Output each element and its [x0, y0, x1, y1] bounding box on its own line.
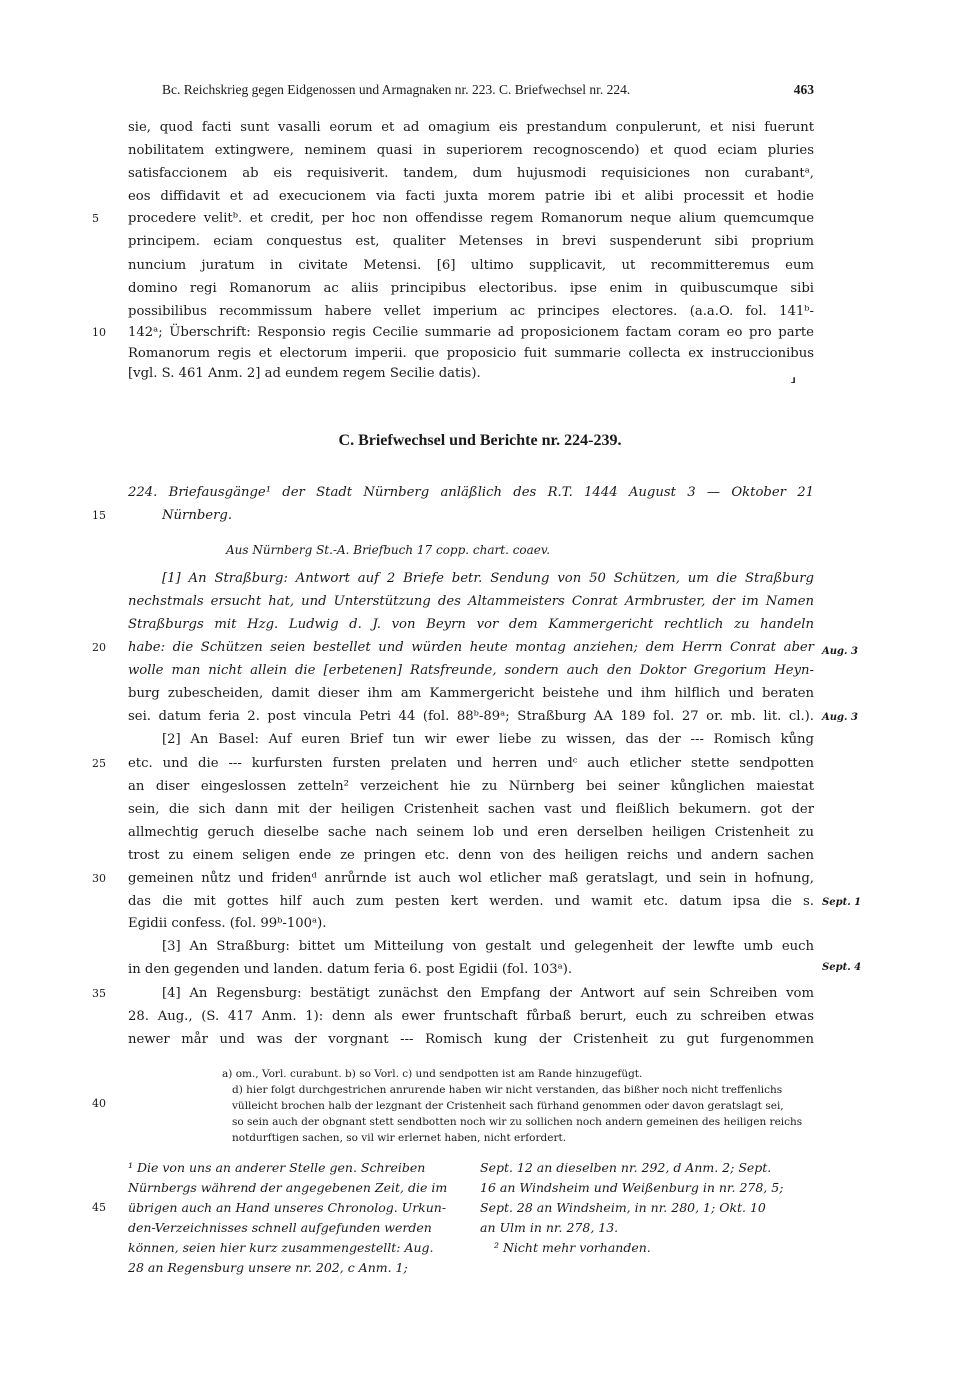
text-line: habe: die Schützen seien bestellet und würden heute montag anziehen; dem Herrn Conrat aber: [128, 640, 814, 655]
text-line: burg zubescheiden, damit dieser ihm am Kammergericht beistehe und ihm hilflich und beraten: [128, 686, 814, 701]
margin-date: Aug. 3: [822, 646, 858, 657]
line-number: 15: [92, 509, 106, 522]
line-number: 45: [92, 1201, 106, 1214]
footnote-line: können, seien hier kurz zusammengestellt: Aug.: [128, 1240, 434, 1255]
footnote-line: Sept. 28 an Windsheim, in nr. 280, 1; Okt. 10: [480, 1200, 766, 1215]
text-line: in den gegenden und landen. datum feria 6. post Egidii (fol. 103ᵃ).: [128, 962, 573, 977]
line-number: 25: [92, 757, 106, 770]
footnote-line: den-Verzeichnisses schnell aufgefunden werden: [128, 1220, 432, 1235]
text-line: 28. Aug., (S. 417 Anm. 1): denn als ewer fruntschaft fůrbaß berurt, euch zu schreiben etwas: [128, 1009, 814, 1024]
line-number: 40: [92, 1097, 106, 1110]
footnote-line: Nürnbergs während der angegebenen Zeit, die im: [128, 1180, 448, 1195]
text-line: [2] An Basel: Auf euren Brief tun wir ewer liebe zu wissen, das der --- Romisch kůng: [162, 732, 814, 747]
text-line: domino regi Romanorum ac aliis principibus electoribus. ipse enim in quibuscumque sibi: [128, 281, 814, 296]
line-number: 20: [92, 641, 106, 654]
section-heading: C. Briefwechsel und Berichte nr. 224-239.: [338, 432, 622, 449]
footnote-line: 28 an Regensburg unsere nr. 202, c Anm. 1;: [128, 1260, 408, 1275]
footnote-line: übrigen auch an Hand unseres Chronolog. Urkun-: [128, 1200, 447, 1215]
closing-mark: ⸥: [790, 366, 797, 385]
text-line: sei. datum feria 2. post vincula Petri 44 (fol. 88ᵇ-89ᵃ; Straßburg AA 189 fol. 27 or. mb. lit. cl.).: [128, 709, 814, 724]
text-line: Romanorum regis et electorum imperii. que proposicio fuit summarie collecta ex instruccionibus: [128, 346, 814, 361]
text-line: newer mår und was der vorgnant --- Romisch kung der Cristenheit zu gut furgenommen: [128, 1032, 814, 1047]
text-line: an diser eingeslossen zetteln² verzeichent hie zu Nürnberg bei seiner kůnglichen maiestat: [128, 779, 814, 794]
entry-place: Nürnberg.: [162, 508, 233, 523]
text-line: etc. und die --- kurfursten fursten prelaten und herren undᶜ auch etlicher stette sendpotten: [128, 756, 814, 771]
text-line: Straßburgs mit Hzg. Ludwig d. J. von Beyrn vor dem Kammergericht rechtlich zu handeln: [128, 617, 814, 632]
text-line: satisfaccionem ab eis requisiverit. tandem, dum hujusmodi requisiciones non curabantᵃ,: [128, 166, 814, 181]
text-line: [3] An Straßburg: bittet um Mitteilung von gestalt und gelegenheit der lewfte umb euch: [162, 939, 814, 954]
apparatus-line: a) om., Vorl. curabunt. b) so Vorl. c) und sendpotten ist am Rande hinzugefügt.: [222, 1068, 643, 1080]
text-line: nobilitatem extingwere, neminem quasi in superiorem recognoscendo) et quod eciam pluries: [128, 143, 814, 158]
text-line: principem. eciam conquestus est, qualiter Metenses in brevi suspenderunt sibi proprium: [128, 234, 814, 249]
running-head: [162, 80, 814, 100]
source-note: Aus Nürnberg St.-A. Briefbuch 17 copp. chart. coaev.: [226, 543, 551, 557]
text-line: 142ᵃ; Überschrift: Responsio regis Cecilie summarie ad proposicionem factam coram eo pro parte: [128, 325, 814, 340]
text-line: nechstmals ersucht hat, und Unterstützung des Altammeisters Conrat Armbruster, der im Namen: [128, 594, 814, 609]
apparatus-line: notdurftigen sachen, so vil wir erlernet haben, nicht erfordert.: [232, 1132, 567, 1144]
apparatus-line: d) hier folgt durchgestrichen anrurende haben wir nicht verstanden, das bißher noch nicht treffenlichs: [232, 1084, 783, 1096]
apparatus-line: vülleicht brochen halb der lezgnant der Cristenheit sach fürhand genommen oder davon geratslagt sei,: [232, 1100, 784, 1112]
text-line: sie, quod facti sunt vasalli eorum et ad omagium eis prestandum conpulerunt, et nisi fuerunt: [128, 120, 814, 135]
apparatus-line: so sein auch der obgnant stett sendbotten noch wir zu sollichen noch andern gemeinen des heiligen reichs: [232, 1116, 803, 1128]
footnote-line: 16 an Windsheim und Weißenburg in nr. 278, 5;: [480, 1180, 784, 1195]
text-line: gemeinen nůtz und fridenᵈ anrůrnde ist auch wol etlicher maß geratslagt, und sein in hofnung,: [128, 871, 814, 886]
footnote-line: ¹ Die von uns an anderer Stelle gen. Schreiben: [128, 1160, 426, 1175]
entry-heading: 224. Briefausgänge¹ der Stadt Nürnberg anläßlich des R.T. 1444 August 3 — Oktober 21: [128, 485, 814, 500]
text-line: das die mit gottes hilf auch zum pesten kert werden. und wamit etc. datum ipsa die s.: [128, 894, 814, 909]
page-number: 463: [793, 82, 814, 97]
text-line: [1] An Straßburg: Antwort auf 2 Briefe betr. Sendung von 50 Schützen, um die Straßburg: [162, 571, 814, 586]
margin-date: Sept. 1: [822, 897, 862, 908]
footnote-line: ² Nicht mehr vorhanden.: [494, 1240, 651, 1255]
text-line: trost zu einem seligen ende ze pringen etc. denn von des heiligen reichs und andern sachen: [128, 848, 814, 863]
line-number: 10: [92, 326, 106, 339]
text-line: Egidii confess. (fol. 99ᵇ-100ᵃ).: [128, 916, 327, 931]
running-head-text: Bc. Reichskrieg gegen Eidgenossen und Armagnaken nr. 223. C. Briefwechsel nr. 224.: [162, 82, 631, 97]
text-line: allmechtig geruch dieselbe sache nach seinem lob und eren derselben heiligen Cristenheit zu: [128, 825, 814, 840]
text-line: wolle man nicht allein die [erbetenen] Ratsfreunde, sondern auch den Doktor Gregorium Heyn-: [128, 663, 814, 678]
line-number: 30: [92, 872, 106, 885]
margin-date: Sept. 4: [822, 962, 862, 973]
footnote-line: Sept. 12 an dieselben nr. 292, d Anm. 2; Sept.: [480, 1160, 772, 1175]
text-line: procedere velitᵇ. et credit, per hoc non offendisse regem Romanorum neque alium quemcumque: [128, 211, 814, 226]
text-line: sein, die sich dann mit der heiligen Cristenheit sachen vast und fleißlich bekumern. got der: [128, 802, 814, 817]
line-number: 35: [92, 987, 106, 1000]
footnote-line: an Ulm in nr. 278, 13.: [480, 1220, 619, 1235]
text-line: possibilibus recommissum habere vellet imperium ac principes electores. (a.a.O. fol. 141ᵇ-: [128, 304, 814, 319]
text-line: eos diffidavit et ad execucionem via facti juxta morem patrie ibi et alibi processit et hodie: [128, 189, 814, 204]
text-line: nuncium juratum in civitate Metensi. [6] ultimo supplicavit, ut recommitteremus eum: [128, 258, 814, 273]
margin-date: Aug. 3: [822, 712, 858, 723]
line-number: 5: [92, 212, 99, 225]
text-line: [vgl. S. 461 Anm. 2] ad eundem regem Secilie datis).: [128, 366, 481, 381]
text-line: [4] An Regensburg: bestätigt zunächst den Empfang der Antwort auf sein Schreiben vom: [162, 986, 814, 1001]
